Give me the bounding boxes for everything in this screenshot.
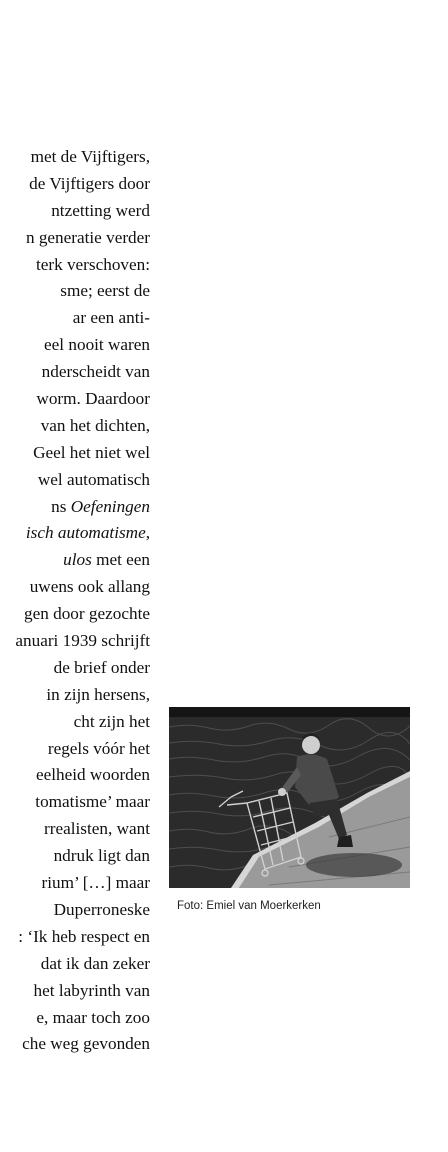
- text-run: de Vijftigers door: [29, 173, 150, 193]
- text-line: [0, 789, 150, 816]
- text-run: regels vóór het: [47, 738, 150, 758]
- text-line: [0, 682, 150, 709]
- text-run: ntzetting werd: [51, 200, 150, 220]
- text-line: [0, 762, 150, 789]
- text-line: [0, 413, 150, 440]
- text-run: eel nooit waren: [44, 335, 150, 355]
- text-run: uwens ook allang: [29, 577, 150, 597]
- text-line: [0, 870, 150, 897]
- photo-man-with-shopping-cart-by-canal: [169, 707, 410, 888]
- text-line: [0, 305, 150, 332]
- text-run: che weg gevonden: [22, 1034, 150, 1054]
- article-text-column: [0, 144, 150, 1058]
- text-line: [0, 547, 150, 574]
- text-line: [0, 816, 150, 843]
- text-line: [0, 1031, 150, 1058]
- text-run: met de Vijftigers,: [30, 147, 150, 166]
- text-run: ar een anti-: [72, 308, 150, 328]
- text-line: [0, 601, 150, 628]
- text-line: [0, 278, 150, 305]
- text-run: ndruk ligt dan: [53, 846, 150, 866]
- text-run: in zijn hersens,: [46, 684, 150, 704]
- text-line: [0, 225, 150, 252]
- text-run: sme; eerst de: [60, 281, 150, 301]
- text-line: [0, 386, 150, 413]
- text-run: e, maar toch zoo: [36, 1007, 150, 1027]
- text-line: [0, 332, 150, 359]
- text-line: [0, 359, 150, 386]
- text-run: nderscheidt van: [41, 362, 150, 382]
- text-line: [0, 655, 150, 682]
- italic-text: ulos: [63, 550, 92, 570]
- text-line: [0, 843, 150, 870]
- text-run: : ‘Ik heb respect en: [18, 926, 150, 946]
- text-line: [0, 978, 150, 1005]
- text-line: [0, 736, 150, 763]
- text-line: [0, 494, 150, 521]
- text-run: dat ik dan zeker: [40, 953, 150, 973]
- text-run: wel automatisch: [37, 469, 150, 489]
- text-line: [0, 467, 150, 494]
- text-line: [0, 1005, 150, 1032]
- text-line: [0, 574, 150, 601]
- text-run: rium’ […] maar: [41, 873, 150, 893]
- text-line: [0, 440, 150, 467]
- text-run: terk verschoven:: [35, 254, 150, 274]
- text-run: tomatisme’ maar: [35, 792, 150, 812]
- italic-text: isch automatisme: [25, 523, 146, 543]
- text-run: rrealisten, want: [44, 819, 150, 839]
- text-line: [0, 628, 150, 655]
- text-line: [0, 951, 150, 978]
- photo-caption: Foto: Emiel van Moerkerken: [177, 900, 321, 912]
- text-run: Geel het niet wel: [33, 442, 150, 462]
- text-run: gen door gezochte: [24, 604, 150, 624]
- text-line: [0, 198, 150, 225]
- text-run: cht zijn het: [73, 711, 150, 731]
- text-run: n generatie verder: [25, 227, 150, 247]
- text-line: [0, 171, 150, 198]
- text-line: [0, 144, 150, 171]
- text-run: de brief onder: [53, 657, 150, 677]
- text-line: [0, 897, 150, 924]
- text-run: het labyrinth van: [33, 980, 150, 1000]
- text-run: anuari 1939 schrijft: [15, 631, 150, 651]
- text-run: van het dichten,: [40, 415, 150, 435]
- text-line: [0, 924, 150, 951]
- text-run: worm. Daardoor: [36, 389, 150, 409]
- text-run: Duperroneske: [53, 899, 150, 919]
- text-line: [0, 252, 150, 279]
- text-run: met een: [91, 550, 150, 570]
- italic-text: Oefeningen: [70, 496, 150, 516]
- text-line: [0, 709, 150, 736]
- text-run: ,: [145, 523, 150, 543]
- text-run: ns: [51, 496, 71, 516]
- text-line: [0, 520, 150, 547]
- text-run: eelheid woorden: [35, 765, 150, 785]
